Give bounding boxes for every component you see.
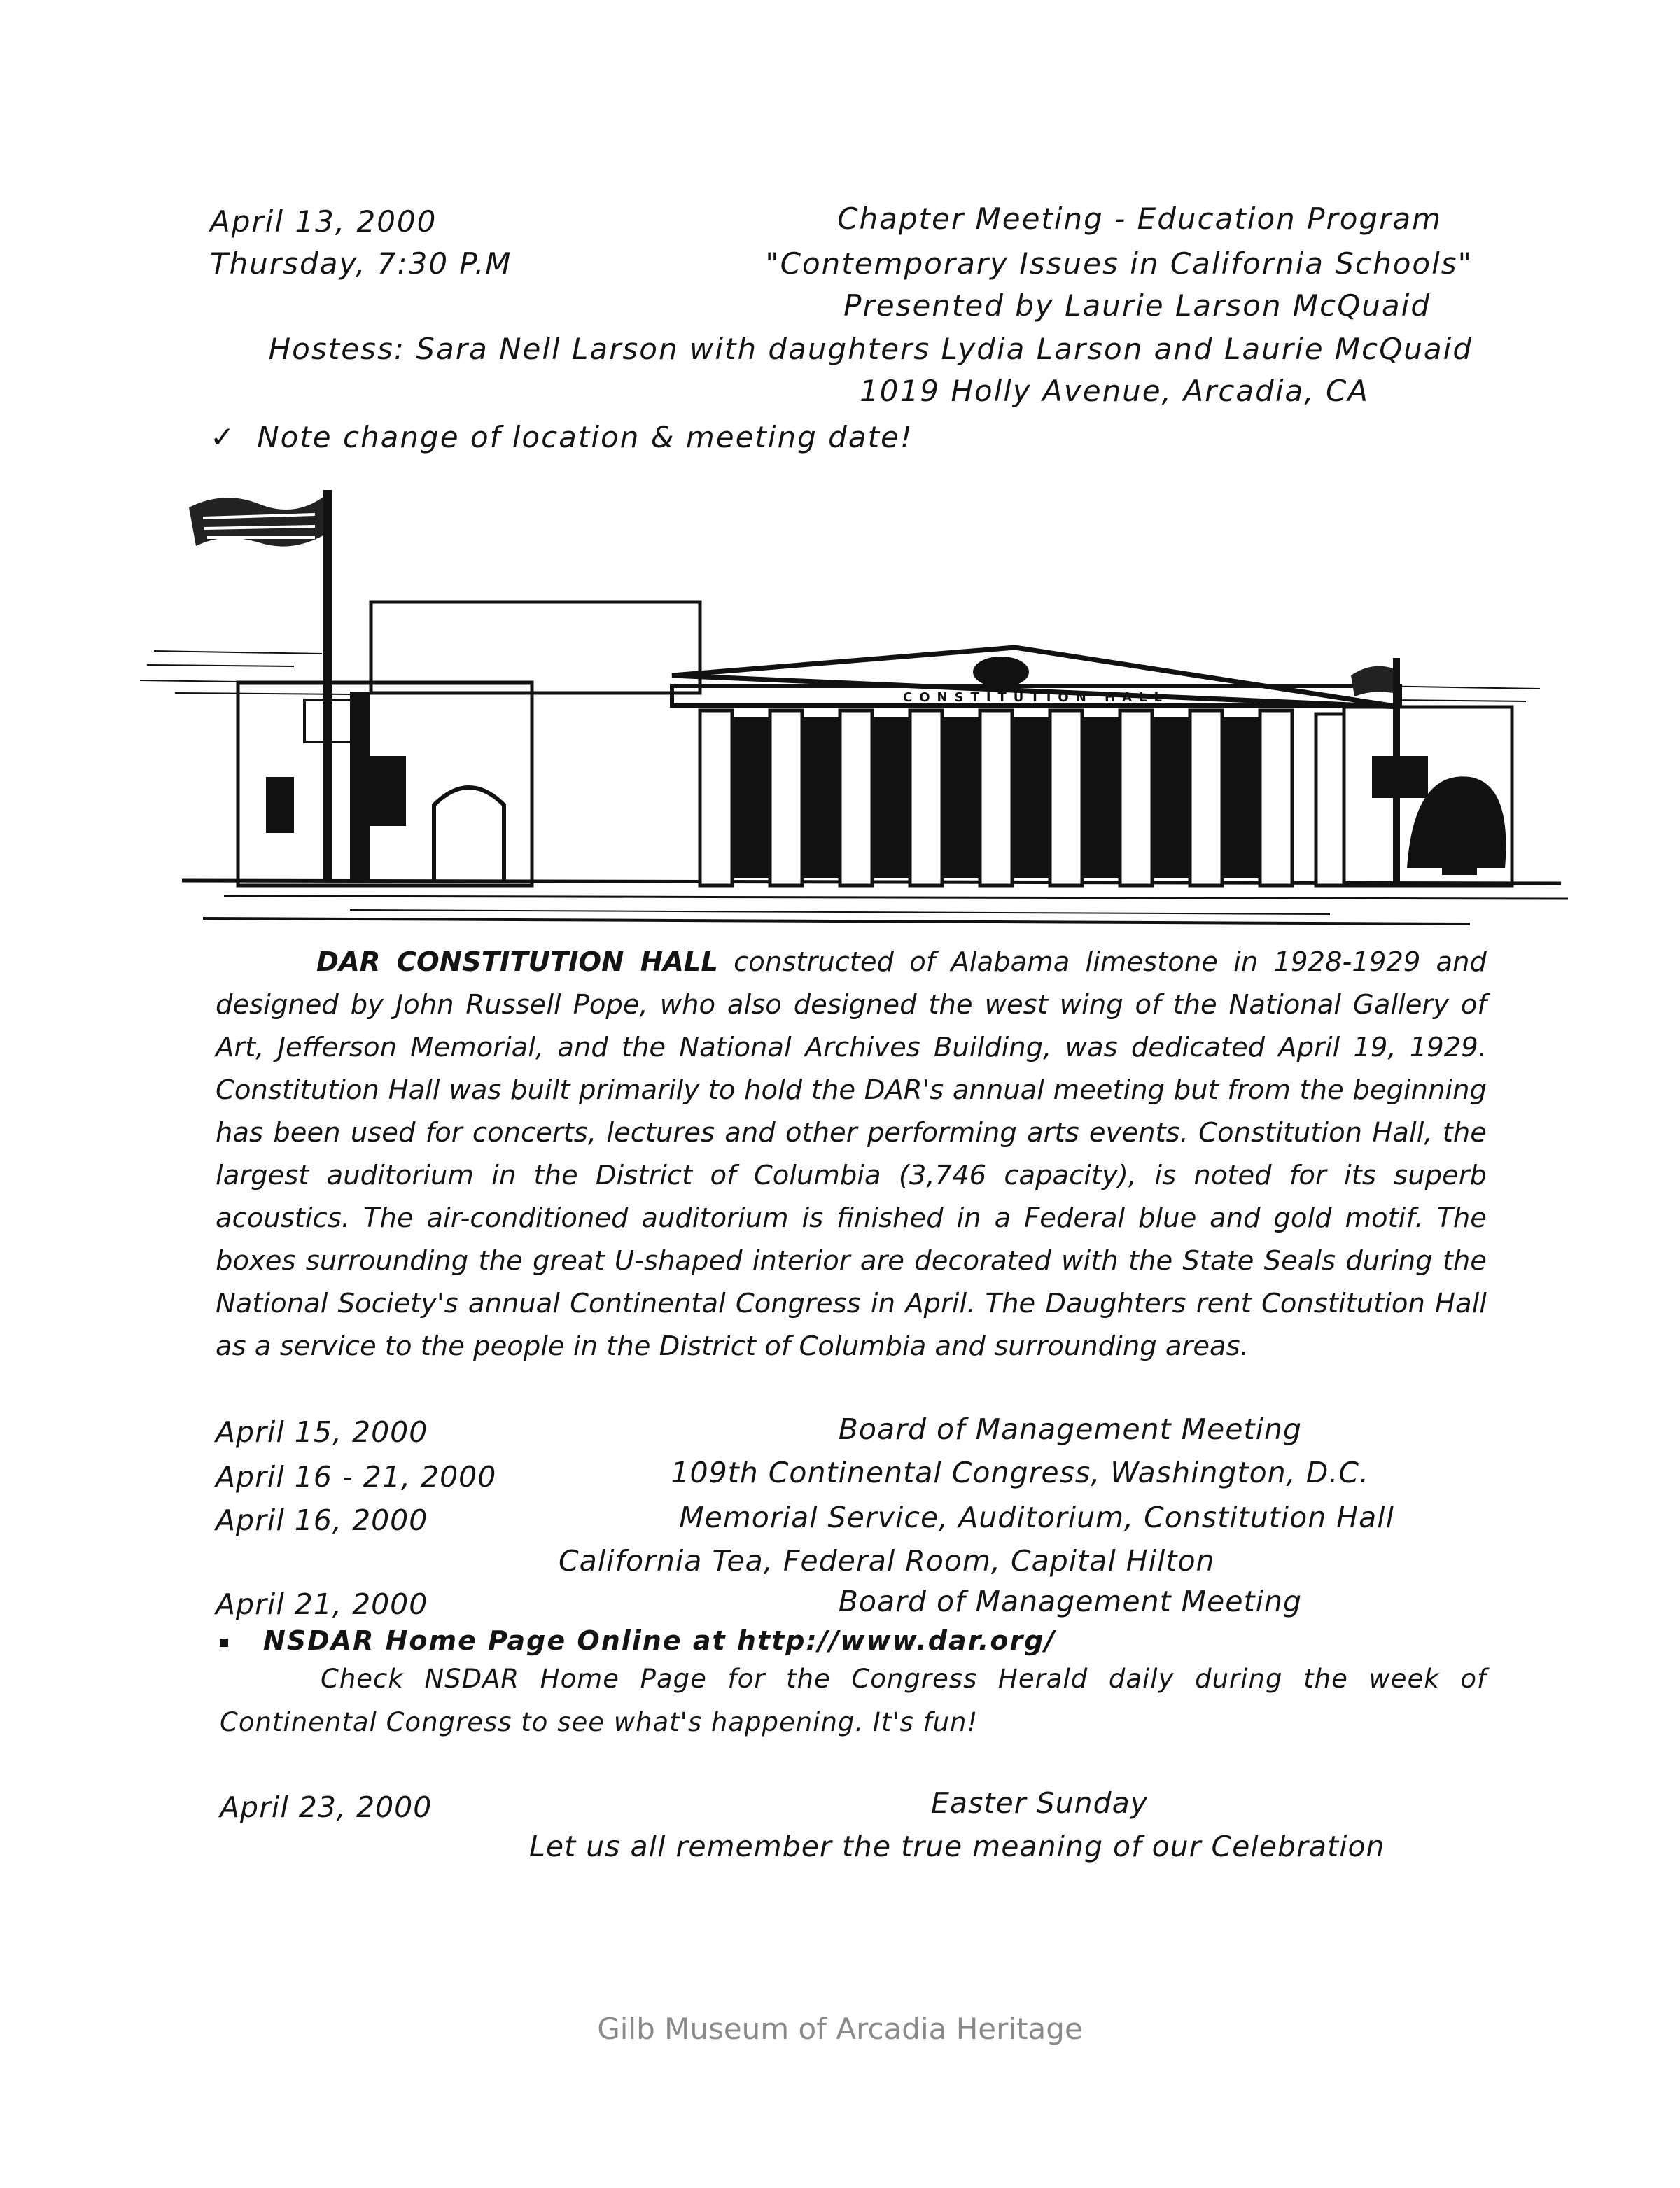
easter-title: Easter Sunday [931, 1786, 1148, 1820]
location-note [210, 420, 913, 454]
meeting-presenter: Presented by Laurie Larson McQuaid [844, 288, 1431, 323]
meeting-hostess: Hostess: Sara Nell Larson with daughters Lydia Larson and Laurie McQuaid [268, 332, 1473, 366]
hall-description [216, 941, 1487, 1368]
easter-message: Let us all remember the true meaning of our Celebration [529, 1830, 1385, 1863]
meeting-program: "Contemporary Issues in California Schools" [765, 246, 1473, 281]
schedule-event-4: Board of Management Meeting [838, 1585, 1302, 1618]
website-text: Check NSDAR Home Page for the Congress Herald daily during the week of Continental Congress to see what's happening. It's fun! [220, 1664, 1487, 1737]
schedule-date-3: April 16, 2000 [216, 1503, 428, 1537]
schedule-event-3b: California Tea, Federal Room, Capital Hilton [559, 1544, 1215, 1578]
meeting-date: April 13, 2000 [210, 204, 438, 239]
schedule-event-1: Board of Management Meeting [838, 1412, 1302, 1446]
constitution-hall-illustration [140, 476, 1596, 952]
check-icon: ✓ [210, 420, 237, 454]
hall-description-title: DAR CONSTITUTION HALL [316, 946, 718, 978]
bullet-icon [220, 1639, 228, 1647]
schedule-date-4: April 21, 2000 [216, 1587, 428, 1621]
website-heading-text: NSDAR Home Page Online at http://www.dar.org/ [263, 1625, 1056, 1656]
meeting-address: 1019 Holly Avenue, Arcadia, CA [860, 374, 1369, 408]
easter-date: April 23, 2000 [220, 1790, 433, 1824]
schedule-date-1: April 15, 2000 [216, 1415, 428, 1449]
schedule-event-3: Memorial Service, Auditorium, Constitution Hall [679, 1501, 1394, 1534]
frieze-inscription: CONSTITUTION HALL [903, 690, 1169, 705]
hall-description-body: constructed of Alabama limestone in 1928-1929 and designed by John Russell Pope, who also designed the west wing of the National Gallery of Art, Jefferson Memorial, and the National Archives Building, was dedicated April 19, 1929. Constitution Hall was built primarily to hold the DAR's annual meeting but from the beginning has been used for concerts, lectures and other performing arts events. Constitution Hall, the largest auditorium in the District of Columbia (3,746 capacity), is noted for its superb acoustics. The air-conditioned auditorium is finished in a Federal blue and gold motif. The boxes surrounding the great U-shaped interior are decorated with the State Seals during the National Society's annual Continental Congress in April. The Daughters rent Constitution Hall as a service to the people in the District of Columbia and surrounding areas. [216, 946, 1487, 1362]
meeting-day-time: Thursday, 7:30 P.M [210, 246, 512, 281]
museum-watermark: Gilb Museum of Arcadia Heritage [597, 2012, 1083, 2046]
schedule-date-2: April 16 - 21, 2000 [216, 1460, 497, 1494]
meeting-title: Chapter Meeting - Education Program [837, 202, 1442, 236]
schedule-event-2: 109th Continental Congress, Washington, D.C. [671, 1456, 1369, 1489]
location-note-text: Note change of location & meeting date! [257, 420, 913, 454]
website-heading [220, 1625, 1056, 1656]
